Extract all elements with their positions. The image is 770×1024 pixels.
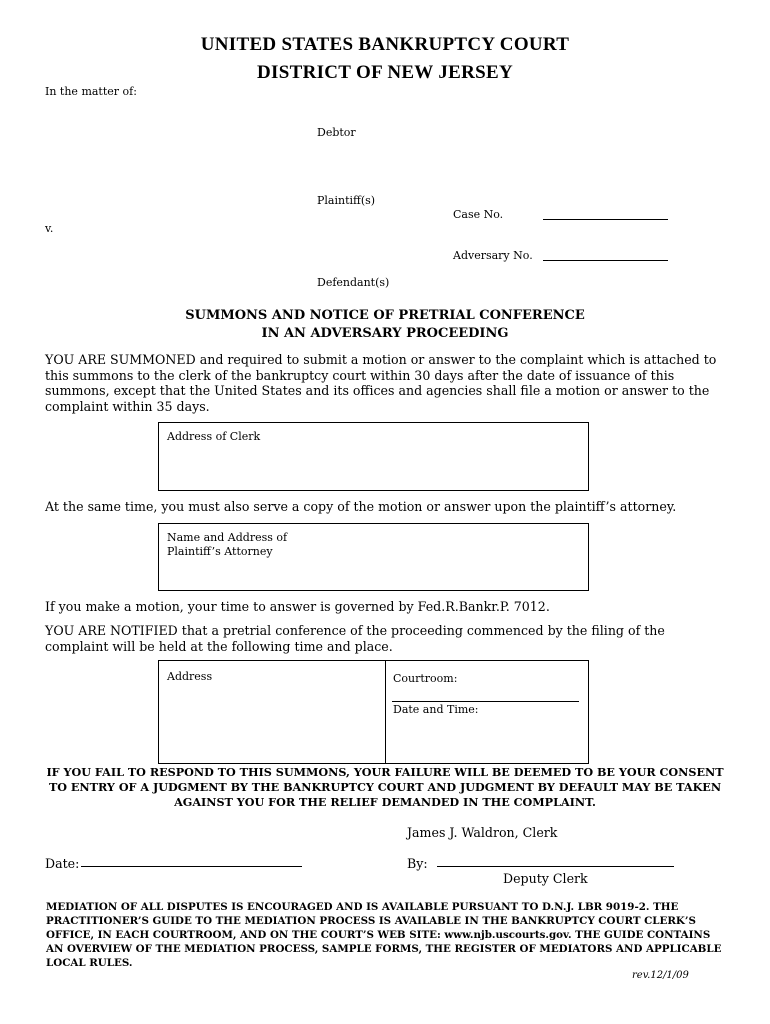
case-no-field[interactable] xyxy=(543,219,668,220)
clerk-address-box[interactable] xyxy=(158,422,589,491)
summons-title-line2: IN AN ADVERSARY PROCEEDING xyxy=(261,326,509,341)
notified-paragraph: YOU ARE NOTIFIED that a pretrial conference of the proceeding commenced by the filing of the complaint will be held at the following time and place. xyxy=(45,623,665,654)
versus-label: v. xyxy=(45,222,54,235)
clerk-name: James J. Waldron, Clerk xyxy=(407,825,558,840)
adversary-no-field[interactable] xyxy=(543,260,668,261)
address-label: Address xyxy=(167,670,213,683)
adversary-no-label: Adversary No. xyxy=(453,249,533,262)
revision-date: rev.12/1/09 xyxy=(632,970,689,981)
mediation-notice: MEDIATION OF ALL DISPUTES IS ENCOURAGED AND IS AVAILABLE PURSUANT TO D.N.J. LBR 9019-2. THE PRACTITIONER’S GUIDE TO THE MEDIATION PROCESS IS AVAILABLE IN THE BANKRUPTCY COURT CLERK’S OFFICE, IN EACH COURTROOM, AND ON THE COURT’S WEB SITE: www.njb.uscourts.gov. THE GUIDE CONTAINS AN OVERVIEW OF THE MEDIATION PROCESS, SAMPLE FORMS, THE REGISTER OF MEDIATORS AND APPLICABLE LOCAL RULES. xyxy=(46,901,722,969)
in-matter-of-label: In the matter of: xyxy=(45,85,137,98)
courtroom-field[interactable] xyxy=(392,701,579,702)
attorney-label-line2: Plaintiff’s Attorney xyxy=(167,545,273,558)
courtroom-label: Courtroom: xyxy=(393,672,458,685)
date-time-label: Date and Time: xyxy=(393,703,479,716)
debtor-label: Debtor xyxy=(317,126,356,139)
date-label: Date: xyxy=(45,856,80,871)
court-district: DISTRICT OF NEW JERSEY xyxy=(257,62,513,83)
conference-divider xyxy=(385,661,386,763)
motion-paragraph: If you make a motion, your time to answer is governed by Fed.R.Bankr.P. 7012. xyxy=(45,599,550,614)
case-no-label: Case No. xyxy=(453,208,504,221)
default-warning: IF YOU FAIL TO RESPOND TO THIS SUMMONS, YOUR FAILURE WILL BE DEEMED TO BE YOUR CONSENT TO ENTRY OF A JUDGMENT BY THE BANKRUPTCY COURT AND JUDGMENT BY DEFAULT MAY BE TAKEN AGAINST YOU FOR THE RELIEF DEMANDED IN THE COMPLAINT. xyxy=(46,765,724,809)
attorney-label-line1: Name and Address of xyxy=(167,531,288,544)
plaintiffs-label: Plaintiff(s) xyxy=(317,194,376,207)
defendants-label: Defendant(s) xyxy=(317,276,390,289)
conference-box xyxy=(158,660,589,764)
summons-title-line1: SUMMONS AND NOTICE OF PRETRIAL CONFERENCE xyxy=(185,308,585,323)
by-label: By: xyxy=(407,856,428,871)
clerk-address-label: Address of Clerk xyxy=(167,430,261,443)
by-signature-field[interactable] xyxy=(437,866,674,867)
serve-copy-paragraph: At the same time, you must also serve a copy of the motion or answer upon the plaintiff’s attorney. xyxy=(45,499,677,514)
deputy-clerk-label: Deputy Clerk xyxy=(503,871,588,886)
attorney-address-box[interactable] xyxy=(158,523,589,591)
summoned-paragraph: YOU ARE SUMMONED and required to submit a motion or answer to the complaint which is attached to this summons to the clerk of the bankruptcy court within 30 days after the date of issuance of this summons, except that the United States and its offices and agencies shall file a motion or answer to the complaint within 35 days. xyxy=(45,352,717,414)
date-field[interactable] xyxy=(81,866,302,867)
court-name: UNITED STATES BANKRUPTCY COURT xyxy=(200,34,570,55)
